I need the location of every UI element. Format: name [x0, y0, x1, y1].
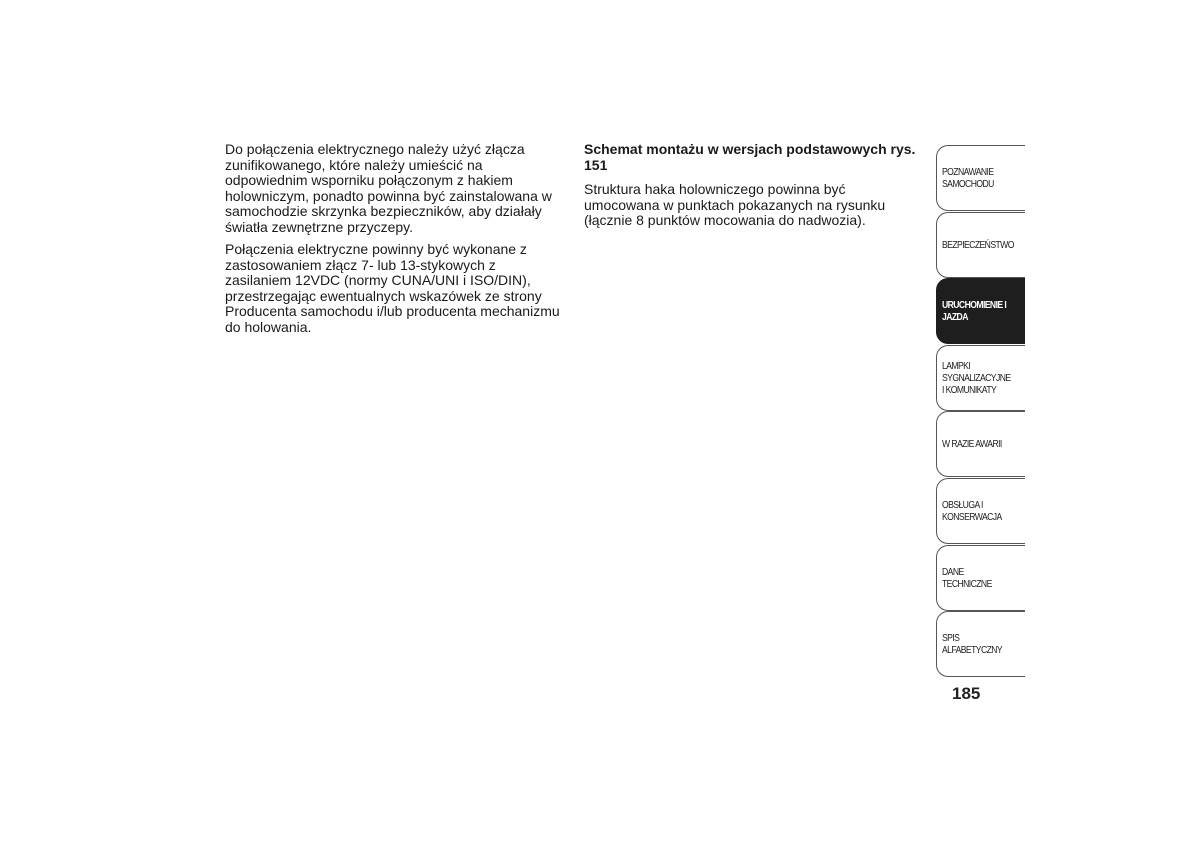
- tab-uruchomienie-i-jazda[interactable]: [936, 278, 1025, 344]
- tab-label: URUCHOMIENIE I JAZDA: [942, 299, 1007, 324]
- tab-label: POZNAWANIE SAMOCHODU: [942, 166, 994, 190]
- tab-label: SPIS ALFABETYCZNY: [942, 632, 1003, 657]
- tab-label: OBSŁUGA I KONSERWACJA: [942, 498, 1002, 523]
- right-column: [584, 142, 919, 236]
- paragraph-hook-structure: Struktura haka holowniczego powinna być umocowana w punktach pokazanych na rysunku (łącznie 8 punktów mocowania do nadwozia).: [584, 181, 886, 228]
- paragraph-electrical-connection: Do połączenia elektrycznego należy użyć złącza zunifikowanego, które należy umieścić na odpowiednim wsporniku połączonym z hakiem holowniczym, ponadto powinna być zainstalowana w samochodzie skrzynka bezpieczników, aby działały światła zewnętrzne przyczepy.: [225, 141, 552, 235]
- chapter-tabs: [936, 145, 1025, 678]
- tab-label: DANE TECHNICZNE: [942, 565, 992, 590]
- section-heading: Schemat montażu w wersjach podstawowych rys. 151: [584, 141, 916, 173]
- tab-label: LAMPKI SYGNALIZACYJNE I KOMUNIKATY: [942, 359, 1011, 396]
- tab-dane-techniczne[interactable]: [936, 545, 1025, 611]
- tab-w-razie-awarii[interactable]: [936, 411, 1025, 477]
- tab-spis-alfabetyczny[interactable]: [936, 611, 1025, 677]
- tab-bezpieczenstwo[interactable]: [936, 212, 1025, 278]
- tab-label: W RAZIE AWARII: [942, 438, 1002, 451]
- tab-lampki-sygnalizacyjne[interactable]: [936, 345, 1025, 411]
- tab-poznawanie-samochodu[interactable]: [936, 145, 1025, 211]
- left-column: [225, 142, 560, 342]
- tab-obsluga-i-konserwacja[interactable]: [936, 478, 1025, 544]
- paragraph-electrical-connectors: Połączenia elektryczne powinny być wykonane z zastosowaniem złącz 7- lub 13-stykowych z zasilaniem 12VDC (normy CUNA/UNI i ISO/DIN), przestrzegając ewentualnych wskazówek ze strony Producenta samochodu i/lub producenta mechanizmu do holowania.: [225, 241, 560, 335]
- tab-label: BEZPIECZEŃSTWO: [942, 238, 1014, 251]
- page-number: 185: [952, 684, 981, 703]
